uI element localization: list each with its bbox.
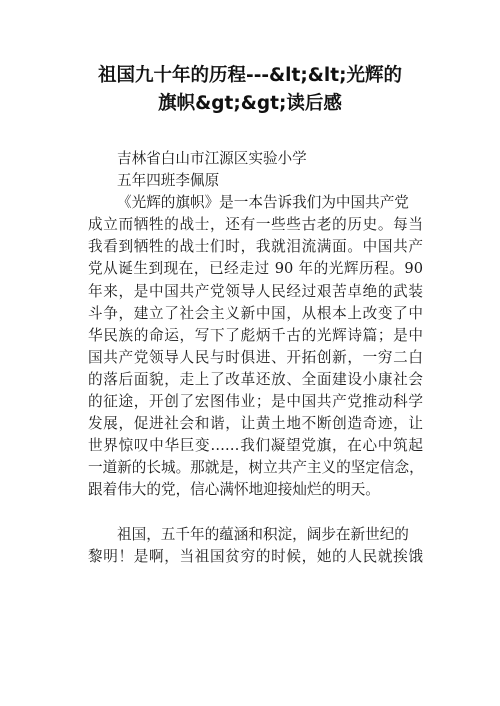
paragraph-1-line: 斗争，建立了社会主义新中国，从根本上改变了中	[88, 304, 423, 322]
paragraph-1-line: 党从诞生到现在，已经走过 90 年的光辉历程。90	[88, 260, 423, 278]
title-line-1: 祖国九十年的历程---&lt;&lt;光辉的	[98, 65, 402, 86]
author-line: 五年四班李佩原	[117, 172, 220, 190]
paragraph-1-line: 世界惊叹中华巨变……我们凝望党旗，在心中筑起	[88, 437, 423, 455]
paragraph-1-line: 的征途，开创了宏图伟业；是中国共产党推动科学	[88, 393, 423, 411]
document-body	[88, 148, 423, 568]
paragraph-1-line: 我看到牺牲的战士们时，我就泪流满面。中国共产	[88, 238, 423, 256]
paragraph-1-line: 一道新的长城。那就是，树立共产主义的坚定信念，	[88, 459, 424, 477]
paragraph-1-line: 发展，促进社会和谐，让黄土地不断创造奇迹，让	[88, 415, 423, 433]
paragraph-1-line: 的落后面貌，走上了改革还放、全面建设小康社会	[88, 370, 423, 388]
paragraph-1-line: 年来，是中国共产党领导人民经过艰苦卓绝的武装	[88, 282, 423, 300]
paragraph-1-line: 成立而牺牲的战士，还有一些些古老的历史。每当	[88, 216, 423, 234]
paragraph-2-line: 祖国，五千年的蕴涵和积淀，阔步在新世纪的	[117, 525, 409, 543]
title-line-2: 旗帜&gt;&gt;读后感	[158, 93, 342, 114]
paragraph-2-line: 黎明！是啊，当祖国贫穷的时候，她的人民就挨饿	[88, 547, 423, 565]
paragraph-1-line: 国共产党领导人民与时俱进、开拓创新，一穷二白	[88, 348, 423, 366]
paragraph-1-line: 《光辉的旗帜》是一本告诉我们为中国共产党	[117, 194, 409, 212]
paragraph-1-line: 华民族的命运，写下了彪炳千古的光辉诗篇；是中	[88, 326, 423, 344]
paragraph-gap	[88, 502, 423, 524]
school-line: 吉林省白山市江源区实验小学	[117, 150, 307, 167]
paragraph-1-line: 跟着伟大的党，信心满怀地迎接灿烂的明天。	[88, 481, 380, 499]
document-title	[60, 62, 440, 118]
